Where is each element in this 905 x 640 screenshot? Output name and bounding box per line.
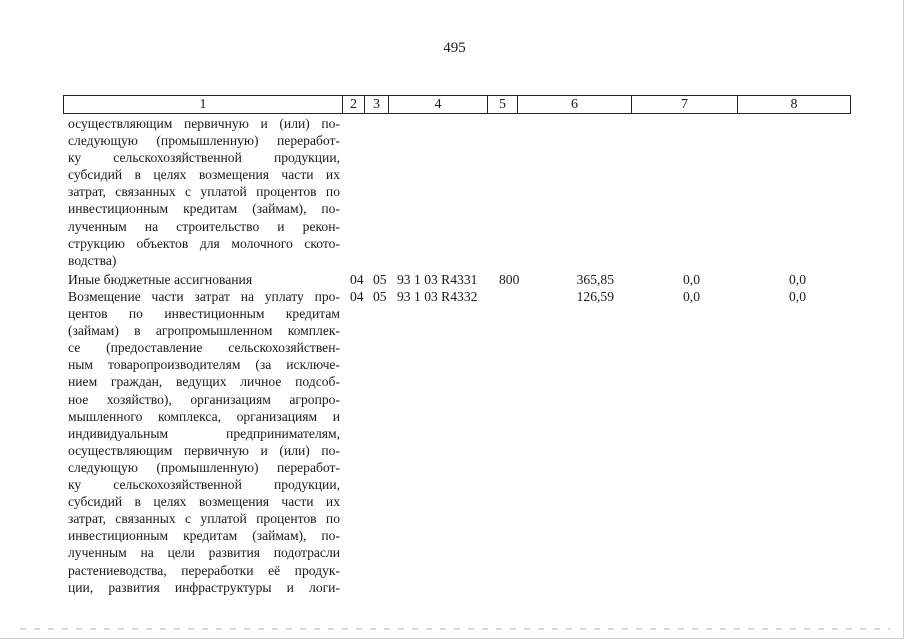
cell-section: 04 <box>350 289 364 304</box>
text-line: следующую (промышленную) переработ- <box>68 133 340 149</box>
cell-target-code: 93 1 03 R4331 <box>397 272 478 287</box>
text-line: (займам) в агропромышленном комплек- <box>68 323 340 339</box>
cell-amount-col6: 365,85 <box>576 272 614 287</box>
row-description-continued <box>68 115 340 269</box>
cell-subsection: 05 <box>373 272 387 287</box>
cell-subsection: 05 <box>373 289 387 304</box>
cell-expense-type: 800 <box>499 272 520 287</box>
text-line: ку сельскохозяйственной продукции, <box>68 150 340 166</box>
table-row-other-budget-allocations <box>0 271 905 288</box>
row-name: Иные бюджетные ассигнования <box>68 272 253 287</box>
text-line: водства) <box>68 252 117 268</box>
cell-amount-col8: 0,0 <box>789 272 806 287</box>
text-line: растениеводства, переработки её продук- <box>68 562 340 578</box>
text-line: затрат, связанных с уплатой процентов по <box>68 184 340 200</box>
text-line: осуществляющим первичную и (или) по- <box>68 442 340 458</box>
text-line: осуществляющим первичную и (или) по- <box>68 116 340 131</box>
text-line: следующую (промышленную) переработ- <box>68 459 340 475</box>
column-header-4: 4 <box>389 96 488 114</box>
scan-artifact <box>20 628 890 630</box>
cell-amount-col8: 0,0 <box>789 289 806 304</box>
text-line: инвестиционным кредитам (займам), по- <box>68 201 340 217</box>
column-header-1: 1 <box>64 96 343 114</box>
text-line: ции, развития инфраструктуры и логи- <box>68 579 340 595</box>
text-line: индивидуальным предпринимателям, <box>68 425 340 441</box>
cell-amount-col7: 0,0 <box>683 272 700 287</box>
text-line: струкцию объектов для молочного ското- <box>68 235 340 251</box>
text-line: субсидий в целях возмещения части их <box>68 167 340 183</box>
text-line: мышленного комплекса, организациям и <box>68 408 340 424</box>
text-line: ным товаропроизводителям (за исключе- <box>68 357 340 373</box>
column-header-6: 6 <box>518 96 632 114</box>
cell-target-code: 93 1 03 R4332 <box>397 289 478 304</box>
cell-amount-col7: 0,0 <box>683 289 700 304</box>
column-header-3: 3 <box>365 96 389 114</box>
text-line: лученным на строительство и рекон- <box>68 218 340 234</box>
page-number: 495 <box>443 40 466 56</box>
text-line: Возмещение части затрат на уплату про- <box>68 289 340 304</box>
text-line: затрат, связанных с уплатой процентов по <box>68 511 340 527</box>
text-line: лученным на цели развития подотрасли <box>68 545 340 561</box>
text-line: се (предоставление сельскохозяйствен- <box>68 340 340 356</box>
text-line: инвестиционным кредитам (займам), по- <box>68 528 340 544</box>
row-description-interest-compensation <box>68 288 340 596</box>
text-line: ку сельскохозяйственной продукции, <box>68 477 340 493</box>
cell-section: 04 <box>350 272 364 287</box>
text-line: ное хозяйство), организациям агропро- <box>68 391 340 407</box>
column-header-2: 2 <box>343 96 365 114</box>
column-header-8: 8 <box>738 96 851 114</box>
cell-amount-col6: 126,59 <box>576 289 614 304</box>
column-header-5: 5 <box>488 96 518 114</box>
text-line: субсидий в целях возмещения части их <box>68 494 340 510</box>
text-line: нием граждан, ведущих личное подсоб- <box>68 374 340 390</box>
text-line: центов по инвестиционным кредитам <box>68 306 340 322</box>
column-header-7: 7 <box>632 96 738 114</box>
